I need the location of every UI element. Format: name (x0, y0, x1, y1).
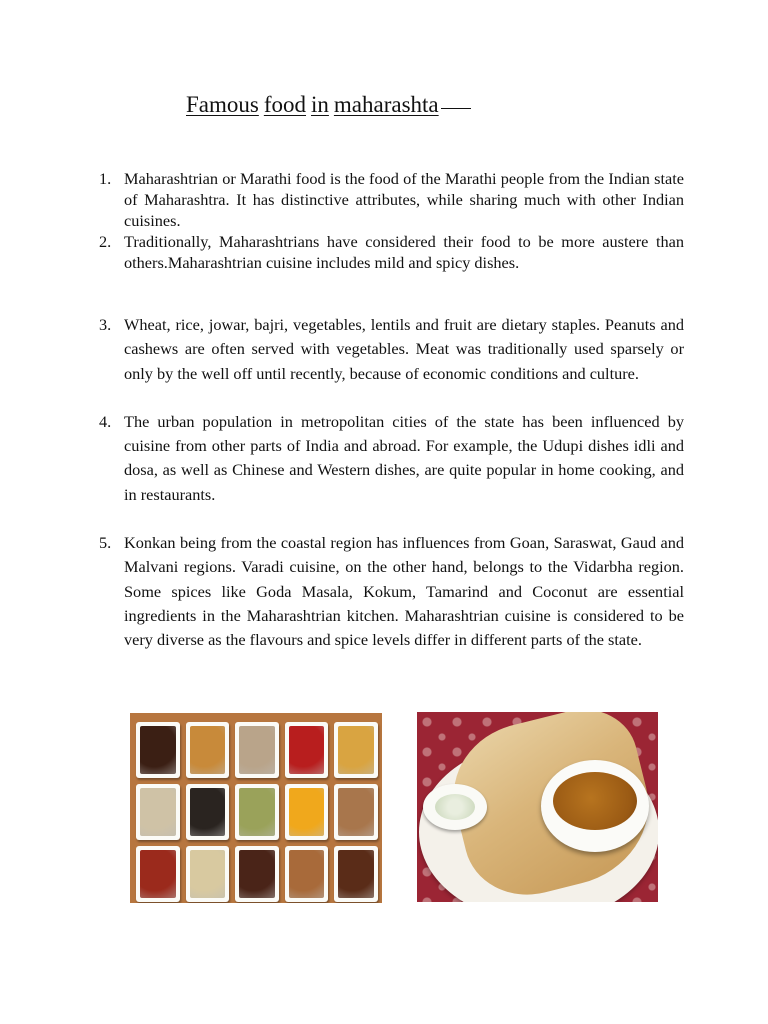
list-number: 5. (99, 533, 112, 553)
title-word: maharashta (333, 92, 439, 117)
spice (289, 850, 325, 898)
list-item-text: The urban population in metropolitan cities of the state has been influenced by cuisine from other parts of India and abroad. For example, the Udupi dishes idli and dosa, as well as Chinese and Western dishes, are quite popular in home cooking, and in restaurants. (124, 411, 684, 504)
spice (190, 788, 226, 836)
spice (289, 788, 325, 836)
spices-photo (130, 713, 382, 903)
spice-bowl (334, 722, 378, 778)
spice-bowl (334, 846, 378, 902)
list-item (0, 531, 768, 652)
list-number: 3. (99, 315, 112, 334)
title-underline-tail (441, 108, 471, 109)
spice-bowl (285, 846, 329, 902)
spice-bowl (285, 722, 329, 778)
spice-bowl (285, 784, 329, 840)
list-number: 4. (99, 411, 112, 431)
spice (190, 850, 226, 898)
spice (338, 788, 374, 836)
list-item (0, 410, 768, 507)
spice-bowl (186, 846, 230, 902)
spice (190, 726, 226, 774)
spice (140, 726, 176, 774)
spice-bowl (334, 784, 378, 840)
list-item-text: Konkan being from the coastal region has influences from Goan, Saraswat, Gaud and Malvani regions. Varadi cuisine, on the other hand, belongs to the Vidarbha region. Some spices like Goda Masala, Kokum, Tamarind and Coconut are essential ingredients in the Maharashtrian kitchen. Maharashtrian cuisine is considered to be very diverse as the flavours and spice levels differ in different parts of the state. (124, 533, 684, 650)
spice (239, 726, 275, 774)
spice-bowl (136, 784, 180, 840)
chutney (435, 794, 475, 820)
spice (140, 788, 176, 836)
dosa-photo (417, 712, 658, 902)
list-number: 1. (99, 169, 112, 188)
spice (338, 850, 374, 898)
numbered-list (0, 168, 768, 653)
spice-bowl (235, 784, 279, 840)
spice (338, 726, 374, 774)
sambar (553, 772, 637, 830)
spice-bowl (136, 846, 180, 902)
spice-bowl (235, 846, 279, 902)
spice (239, 850, 275, 898)
spice (239, 788, 275, 836)
title-word: in (311, 92, 329, 117)
list-item-text: Maharashtrian or Marathi food is the food of the Marathi people from the Indian state of Maharashtra. It has distinctive attributes, while sharing much with other Indian cuisines. (124, 169, 684, 230)
list-number: 2. (99, 232, 112, 251)
page-title (186, 92, 471, 118)
spice-bowl (186, 784, 230, 840)
list-item (0, 168, 768, 231)
spice-bowls-grid (136, 722, 378, 902)
spice (289, 726, 325, 774)
spice-bowl (136, 722, 180, 778)
list-item-text: Traditionally, Maharashtrians have considered their food to be more austere than others.Maharashtrian cuisine includes mild and spicy dishes. (124, 232, 684, 272)
spice (140, 850, 176, 898)
title-word: food (263, 92, 307, 117)
list-item (0, 313, 768, 386)
title-word: Famous (186, 92, 259, 117)
list-item (0, 231, 768, 273)
spice-bowl (235, 722, 279, 778)
spice-bowl (186, 722, 230, 778)
chutney-bowl (423, 784, 487, 830)
list-item-text: Wheat, rice, jowar, bajri, vegetables, lentils and fruit are dietary staples. Peanuts and cashews are often served with vegetables. Meat was traditionally used sparsely or only by the well off until recently, because of economic conditions and culture. (124, 315, 684, 383)
sambar-bowl (541, 760, 649, 852)
